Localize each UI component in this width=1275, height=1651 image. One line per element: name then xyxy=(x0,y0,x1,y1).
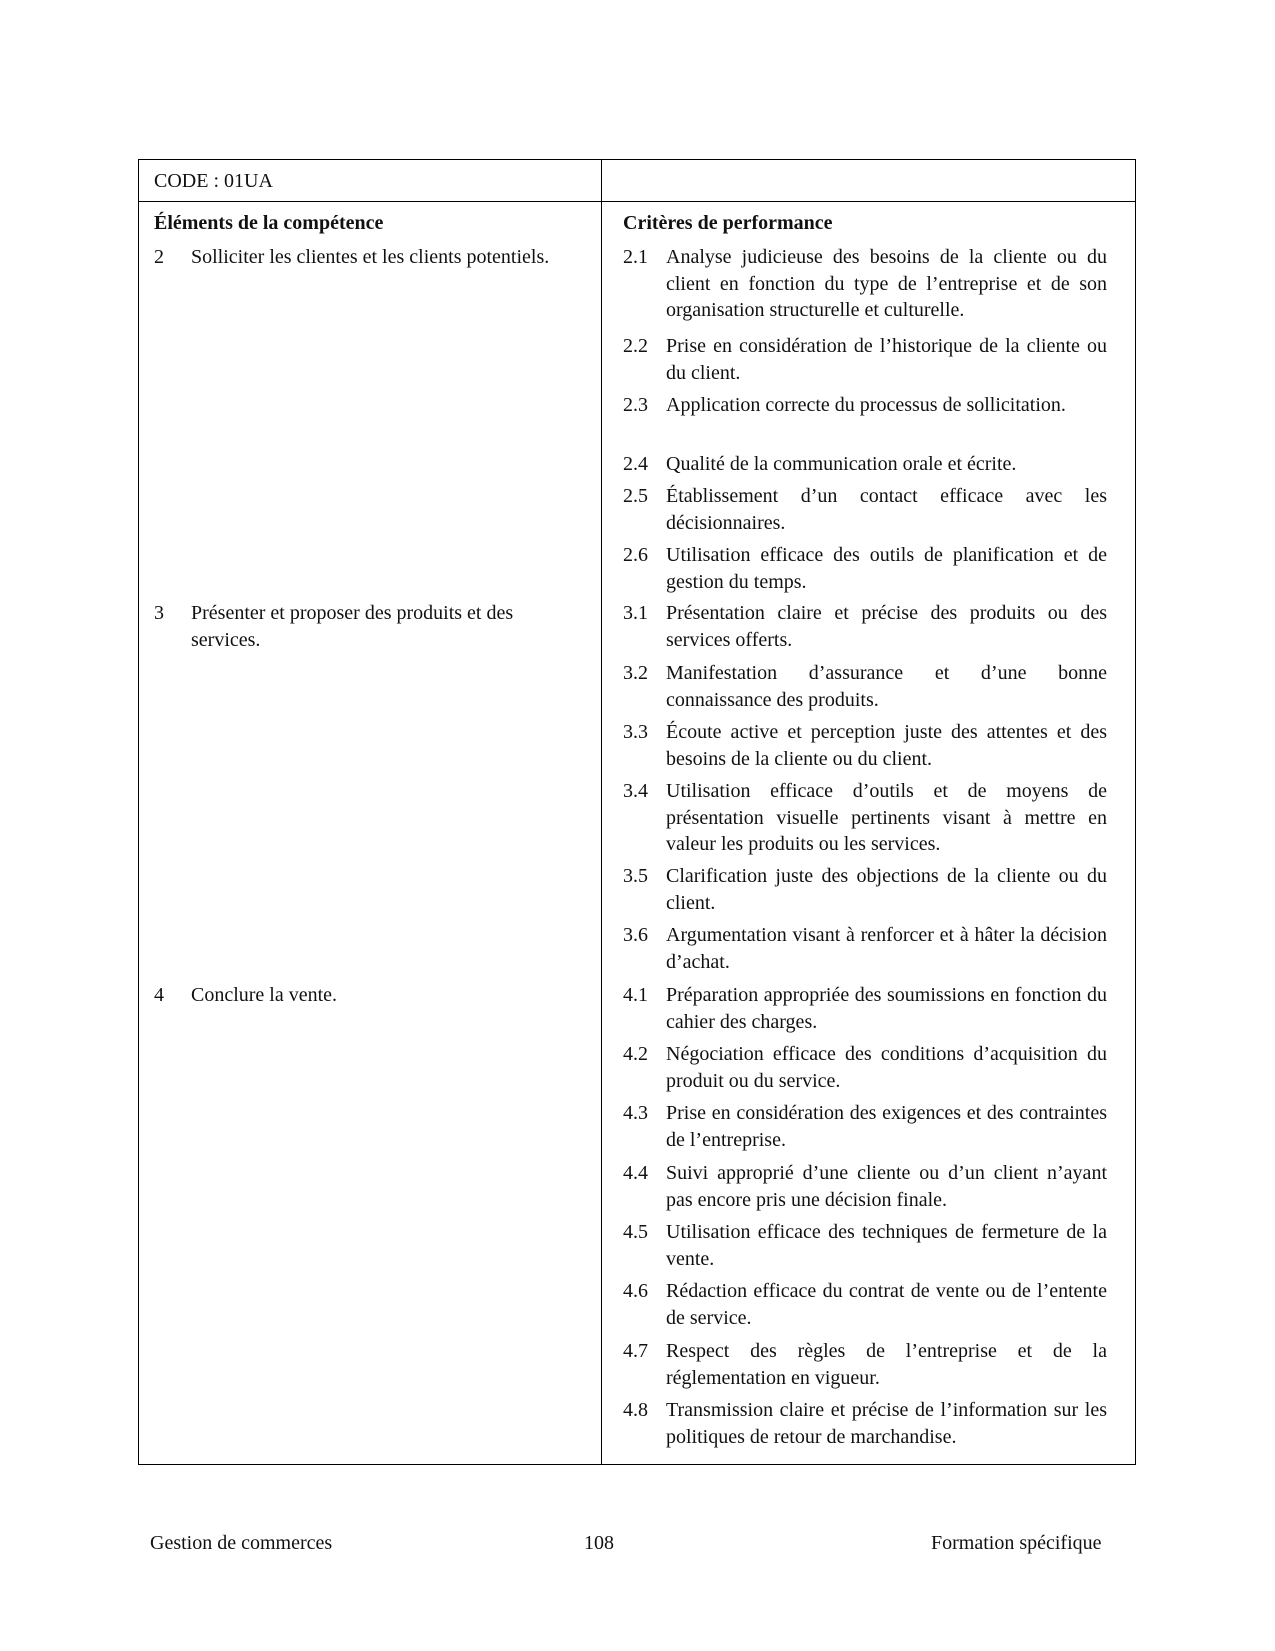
element-number: 2 xyxy=(154,246,164,268)
criterion-number: 3.3 xyxy=(623,721,648,743)
criterion-number: 4.1 xyxy=(623,984,648,1006)
criterion-text: Argumentation visant à renforcer et à hâter la décision d’achat. xyxy=(666,924,1107,973)
criterion-text: Suivi approprié d’une cliente ou d’un client n’ayant pas encore pris une décision finale. xyxy=(666,1162,1107,1211)
criterion-number: 4.5 xyxy=(623,1221,648,1243)
element-text: Conclure la vente. xyxy=(191,984,338,1006)
criterion-number: 2.4 xyxy=(623,453,648,475)
criterion-text: Rédaction efficace du contrat de vente ou de l’entente de service. xyxy=(666,1280,1107,1329)
criterion-number: 4.4 xyxy=(623,1162,648,1184)
footer-page-number: 108 xyxy=(584,1532,614,1554)
footer-program-name: Gestion de commerces xyxy=(150,1532,333,1554)
criterion-text: Application correcte du processus de sollicitation. xyxy=(666,394,1066,416)
criterion-text: Prise en considération des exigences et des contraintes de l’entreprise. xyxy=(666,1102,1107,1151)
element-text: Solliciter les clientes et les clients potentiels. xyxy=(191,246,550,268)
criterion-text: Transmission claire et précise de l’information sur les politiques de retour de marchandise. xyxy=(666,1399,1107,1448)
code-row-rule xyxy=(139,201,1135,202)
criterion-number: 2.1 xyxy=(623,246,648,268)
criterion-number: 3.5 xyxy=(623,865,648,887)
elements-header: Éléments de la compétence xyxy=(154,212,384,234)
competence-code: CODE : 01UA xyxy=(154,170,273,192)
criterion-text: Prise en considération de l’historique de la cliente ou du client. xyxy=(666,335,1107,384)
footer-section-name: Formation spécifique xyxy=(931,1532,1102,1554)
criterion-text: Utilisation efficace d’outils et de moyens de présentation visuelle pertinents visant à mettre en valeur les produits ou les services. xyxy=(666,780,1107,855)
criterion-text: Manifestation d’assurance et d’une bonne connaissance des produits. xyxy=(666,662,1107,711)
criterion-text: Utilisation efficace des outils de planification et de gestion du temps. xyxy=(666,544,1107,593)
criterion-text: Respect des règles de l’entreprise et de la réglementation en vigueur. xyxy=(666,1340,1107,1389)
criterion-text: Présentation claire et précise des produits ou des services offerts. xyxy=(666,602,1107,651)
criterion-number: 3.1 xyxy=(623,602,648,624)
criterion-number: 3.2 xyxy=(623,662,648,684)
criterion-number: 2.3 xyxy=(623,394,648,416)
criterion-text: Établissement d’un contact efficace avec les décisionnaires. xyxy=(666,485,1107,534)
competence-table xyxy=(138,159,1136,1465)
element-number: 4 xyxy=(154,984,164,1006)
criterion-number: 3.6 xyxy=(623,924,648,946)
element-number: 3 xyxy=(154,602,164,624)
criterion-number: 2.6 xyxy=(623,544,648,566)
criterion-number: 4.8 xyxy=(623,1399,648,1421)
criterion-text: Préparation appropriée des soumissions en fonction du cahier des charges. xyxy=(666,984,1107,1033)
criterion-text: Utilisation efficace des techniques de fermeture de la vente. xyxy=(666,1221,1107,1270)
column-divider xyxy=(601,160,602,1464)
criterion-text: Écoute active et perception juste des attentes et des besoins de la cliente ou du client. xyxy=(666,721,1107,770)
criterion-text: Clarification juste des objections de la cliente ou du client. xyxy=(666,865,1107,914)
element-text: Présenter et proposer des produits et des services. xyxy=(191,602,514,651)
criterion-text: Négociation efficace des conditions d’acquisition du produit ou du service. xyxy=(666,1043,1107,1092)
criterion-number: 3.4 xyxy=(623,780,648,802)
criterion-text: Qualité de la communication orale et écrite. xyxy=(666,453,1017,475)
criterion-number: 4.2 xyxy=(623,1043,648,1065)
criteria-header: Critères de performance xyxy=(623,212,833,234)
criterion-text: Analyse judicieuse des besoins de la cliente ou du client en fonction du type de l’entreprise et de son organisation structurelle et culturelle. xyxy=(666,246,1107,321)
criterion-number: 2.5 xyxy=(623,485,648,507)
criterion-number: 4.6 xyxy=(623,1280,648,1302)
criterion-number: 2.2 xyxy=(623,335,648,357)
criterion-number: 4.3 xyxy=(623,1102,648,1124)
criterion-number: 4.7 xyxy=(623,1340,648,1362)
